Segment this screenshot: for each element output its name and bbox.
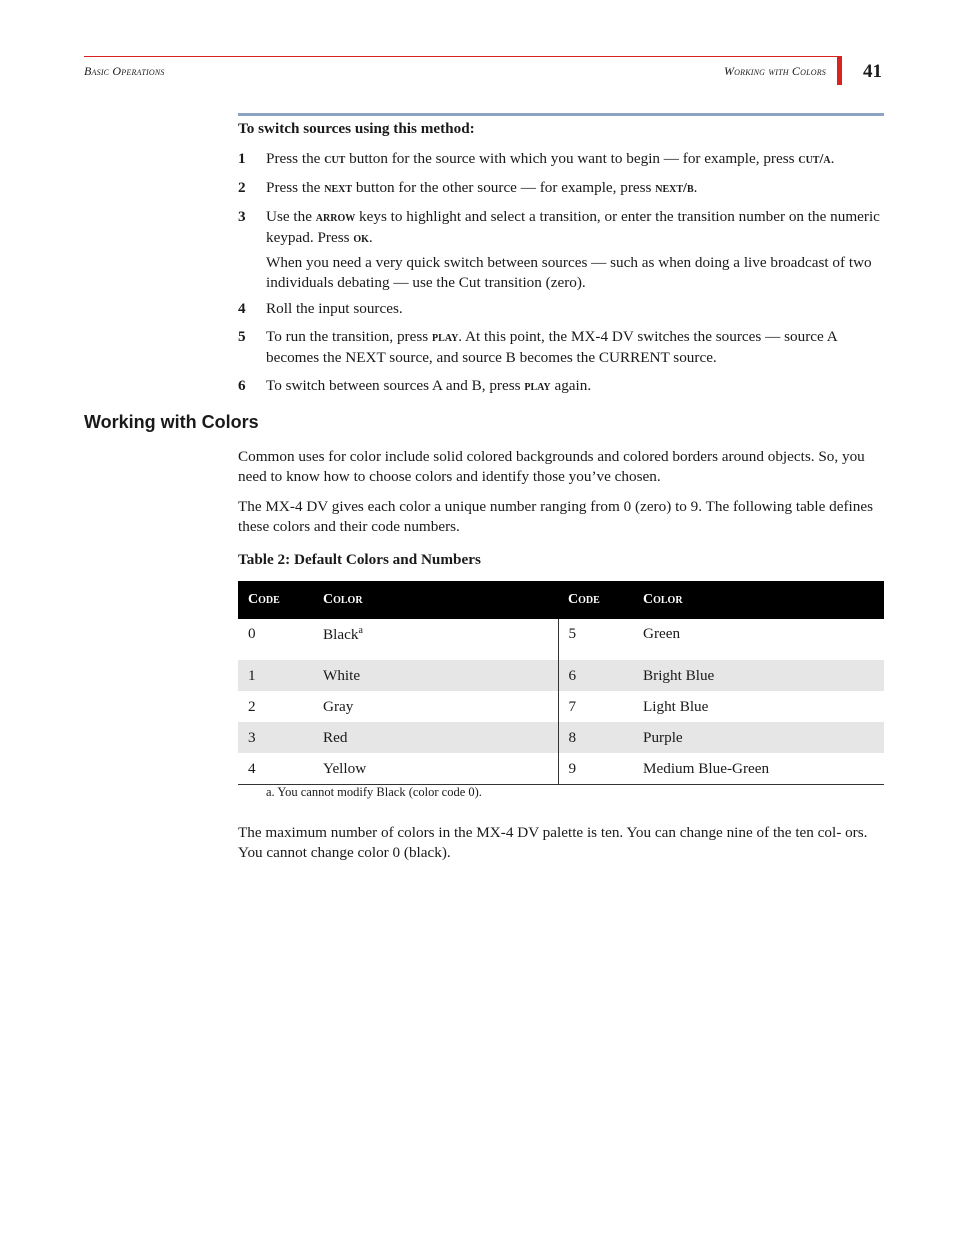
column-header: Code (558, 581, 633, 619)
step-5 (238, 327, 884, 368)
step-text: Press the (266, 179, 325, 196)
cell-text: Black (323, 626, 359, 644)
step-text: To switch between sources A and B, press (266, 377, 525, 394)
step-1 (238, 149, 884, 170)
step-number: 1 (238, 150, 246, 167)
table-cell: 0 (248, 625, 256, 642)
table-cell: White (313, 660, 558, 691)
step-text: keys to highlight and select a transition, or enter the transition number on the numeric keypad. Press (266, 208, 880, 246)
color-table (238, 581, 884, 785)
table-caption: Table 2: Default Colors and Numbers (238, 551, 481, 568)
step-text: again. (550, 377, 592, 394)
table-row (238, 691, 884, 722)
header-rule (84, 56, 840, 57)
table-row (238, 753, 884, 785)
table-cell: 8 (558, 722, 633, 753)
table-cell: Yellow (313, 753, 558, 785)
table-cell: 2 (248, 697, 256, 715)
running-header-left: Basic Operations (84, 64, 165, 78)
step-text: Roll the input sources. (266, 300, 403, 317)
header-accent-bar (837, 56, 842, 85)
table-row (238, 660, 884, 691)
column-header: Color (313, 581, 558, 619)
table-footnote: a. You cannot modify Black (color code 0). (266, 785, 482, 799)
table-cell: Green (643, 625, 681, 642)
step-3 (238, 207, 884, 293)
column-header: Code (238, 581, 313, 619)
step-number: 3 (238, 208, 246, 225)
section-heading: Working with Colors (84, 412, 259, 432)
table-header-row (238, 581, 884, 619)
step-text: . At this point, the MX-4 DV switches the sources — source A becomes the NEXT source, and source B becomes the CURRENT source. (266, 328, 837, 366)
step-text: . (830, 150, 835, 167)
key-arrow: arrow (315, 210, 356, 225)
key-cut: cut (324, 152, 346, 167)
paragraph-palette: The maximum number of colors in the MX-4 DV palette is ten. You can change nine of the ten col- ors. You cannot change color 0 (black). (238, 824, 868, 861)
key-next-b: next/b (655, 181, 694, 196)
step-4 (238, 299, 884, 319)
step-2 (238, 178, 884, 199)
step-number: 5 (238, 328, 246, 345)
procedure-rule (238, 113, 884, 116)
table-row (238, 722, 884, 753)
key-ok: ok (353, 231, 369, 246)
table-cell: 5 (568, 625, 577, 642)
table-cell (313, 619, 558, 660)
step-number: 2 (238, 179, 246, 196)
step-text: To run the transition, press (266, 328, 432, 345)
step-text: . (368, 229, 373, 246)
table-cell: Gray (313, 691, 558, 722)
step-text: Use the (266, 208, 316, 225)
step-text: button for the other source — for example, press (352, 179, 656, 196)
step-6 (238, 376, 884, 397)
footnote-marker: a (358, 625, 363, 636)
table-cell: 6 (558, 660, 633, 691)
step-text: button for the source with which you want to begin — for example, press (345, 150, 799, 167)
key-cut-a: cut/a (798, 152, 831, 167)
step-number: 4 (238, 300, 246, 317)
column-header: Color (633, 581, 884, 619)
procedure-title: To switch sources using this method: (238, 120, 475, 137)
table-cell: 4 (238, 753, 313, 785)
paragraph-intro: Common uses for color include solid colored backgrounds and colored borders around objects. So, you need to know how to choose colors and identify those you’ve chosen. (238, 448, 865, 485)
table-cell: 3 (238, 722, 313, 753)
table-cell: Red (313, 722, 558, 753)
table-cell: Purple (633, 722, 884, 753)
table-cell: 1 (238, 660, 313, 691)
table-cell: Light Blue (643, 697, 709, 715)
table-cell: Bright Blue (633, 660, 884, 691)
table-row (238, 619, 884, 660)
key-play: play (524, 379, 551, 394)
key-next: next (324, 181, 353, 196)
table-cell: 7 (568, 697, 577, 715)
step-note: When you need a very quick switch between sources — such as when doing a live broadcast of two individuals debating — use the Cut transition (zero). (266, 254, 872, 291)
key-play: play (431, 330, 459, 345)
table-cell: 9 (558, 753, 633, 785)
step-text: Press the (266, 150, 325, 167)
page-number: 41 (863, 61, 882, 82)
paragraph-codes: The MX-4 DV gives each color a unique number ranging from 0 (zero) to 9. The following table defines these colors and their code numbers. (238, 498, 874, 535)
table-cell: Medium Blue-Green (633, 753, 884, 785)
running-header-right: Working with Colors (723, 64, 826, 78)
step-text: . (693, 179, 698, 196)
step-number: 6 (238, 377, 246, 394)
